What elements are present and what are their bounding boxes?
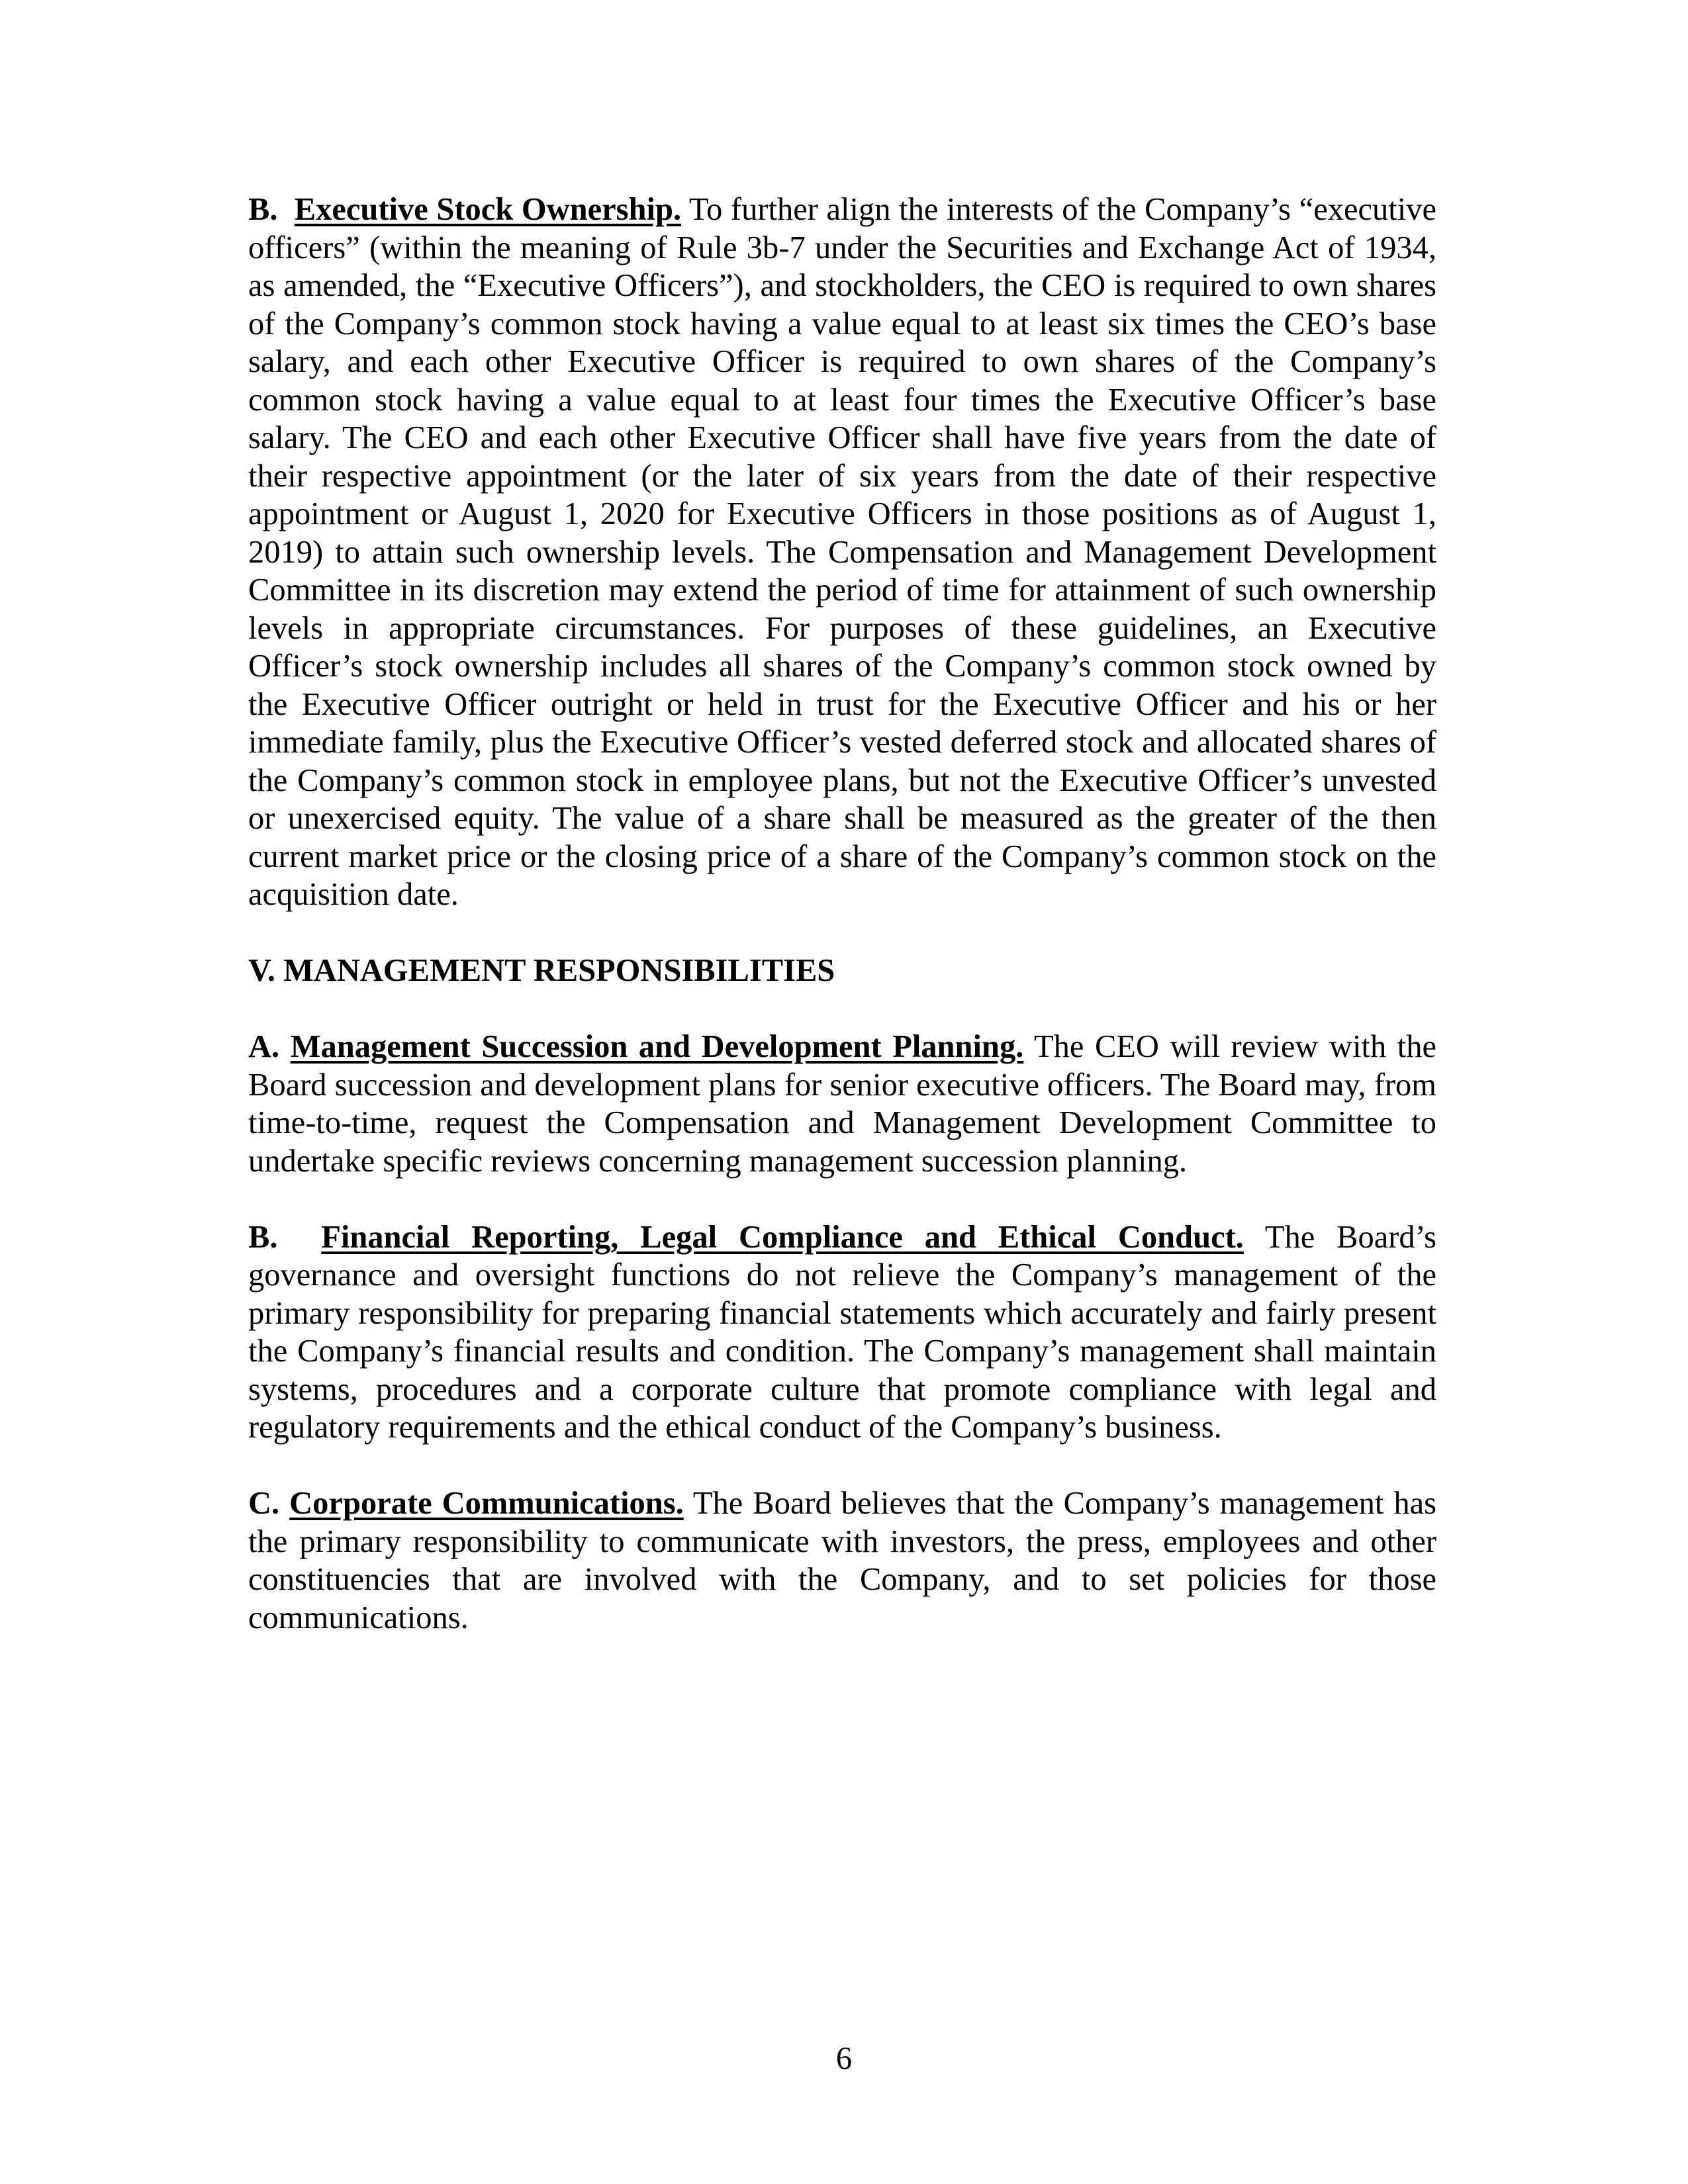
communications-title: Corporate Communications. bbox=[289, 1486, 684, 1521]
section-letter: B. bbox=[248, 1219, 278, 1255]
succession-paragraph bbox=[248, 1028, 1436, 1180]
document-page bbox=[248, 191, 1436, 1637]
stock-ownership-body: To further align the interests of the Company’s “executive officers” (within the meaning of Rule 3b-7 under the Securities and Exchange Act of 1934, as amended, the “Executive Officers”), and stockholders, the CEO is required to own shares of the Company’s common stock having a value equal to at least six times the CEO’s base salary, and each other Executive Officer is required to own shares of the Company’s common stock having a value equal to at least four times the Executive Officer’s base salary. The CEO and each other Executive Officer shall have five years from the date of their respective appointment (or the later of six years from the date of their respective appointment or August 1, 2020 for Executive Officers in those positions as of August 1, 2019) to attain such ownership levels. The Compensation and Management Development Committee in its discretion may extend the period of time for attainment of such ownership levels in appropriate circumstances. For purposes of these guidelines, an Executive Officer’s stock ownership includes all shares of the Company’s common stock owned by the Executive Officer outright or held in trust for the Executive Officer and his or her immediate family, plus the Executive Officer’s vested deferred stock and allocated shares of the Company’s common stock in employee plans, but not the Executive Officer’s unvested or unexercised equity. The value of a share shall be measured as the greater of the then current market price or the closing price of a share of the Company’s common stock on the acquisition date. bbox=[248, 192, 1437, 912]
financial-reporting-title: Financial Reporting, Legal Compliance and Ethical Conduct. bbox=[321, 1219, 1244, 1255]
section-letter: C. bbox=[248, 1486, 280, 1521]
financial-reporting-body: The Board’s governance and oversight functions do not relieve the Company’s management of the primary responsibility for preparing financial statements which accurately and fairly present the Company’s financial results and condition. The Company’s management shall maintain systems, procedures and a corporate culture that promote compliance with legal and regulatory requirements and the ethical conduct of the Company’s business. bbox=[248, 1219, 1437, 1445]
page-number: 6 bbox=[835, 2041, 853, 2076]
management-responsibilities-heading: V. MANAGEMENT RESPONSIBILITIES bbox=[248, 953, 835, 988]
succession-title: Management Succession and Development Planning. bbox=[290, 1029, 1024, 1064]
financial-reporting-paragraph bbox=[248, 1218, 1436, 1447]
section-letter: B. bbox=[248, 192, 278, 227]
stock-ownership-paragraph bbox=[248, 191, 1436, 914]
communications-body: The Board believes that the Company’s management has the primary responsibility to communicate with investors, the press, employees and other constituencies that are involved with the Company, and to set policies for those communications. bbox=[248, 1486, 1437, 1635]
succession-body: The CEO will review with the Board succession and development plans for senior executive officers. The Board may, from time-to-time, request the Compensation and Management Development Committee to undertake specific reviews concerning management succession planning. bbox=[248, 1029, 1436, 1179]
stock-ownership-title: Executive Stock Ownership. bbox=[294, 192, 682, 227]
communications-paragraph bbox=[248, 1484, 1436, 1637]
section-letter: A. bbox=[248, 1029, 280, 1064]
